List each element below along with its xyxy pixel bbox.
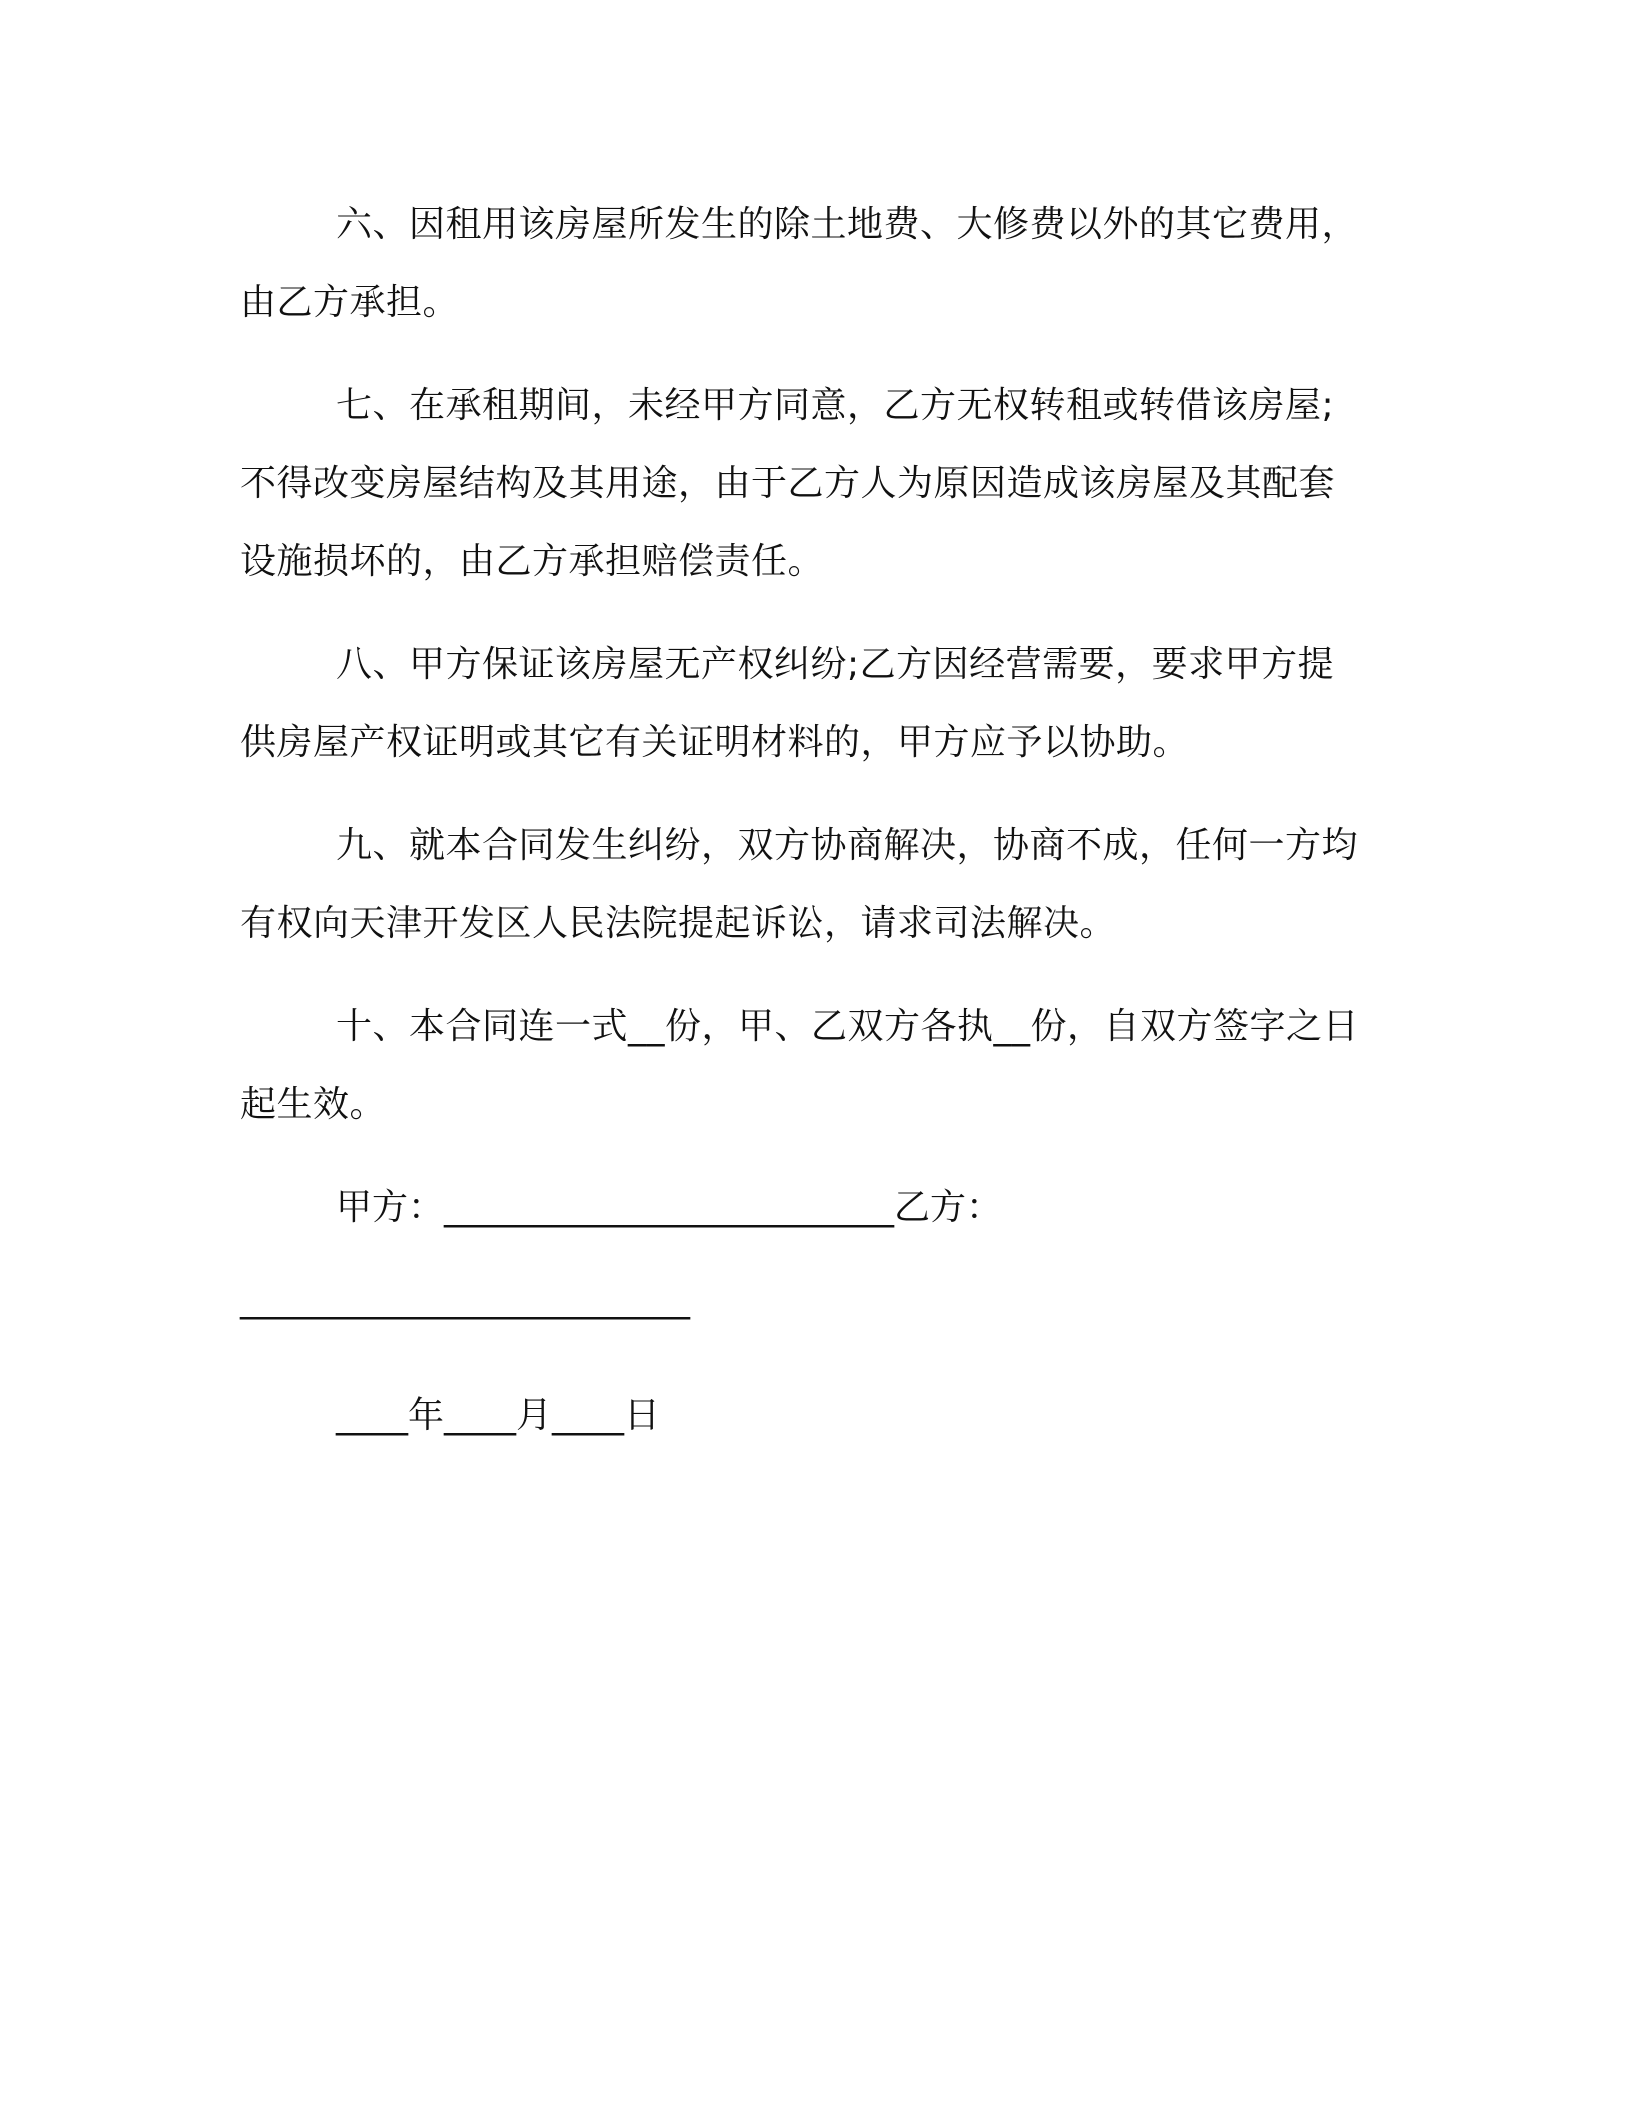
clause-6: [240, 186, 1390, 342]
clause-7-line-1: 七、在承租期间，未经甲方同意，乙方无权转租或转借该房屋;: [336, 385, 1335, 426]
clause-8: [240, 626, 1390, 782]
party-signature-line: 甲方：_________________________乙方：: [336, 1187, 1003, 1228]
signature-block: [240, 1169, 1390, 1455]
clause-9: [240, 807, 1390, 963]
clause-7-line-3: 设施损坏的，由乙方承担赔偿责任。: [240, 541, 825, 582]
clause-7-line-2: 不得改变房屋结构及其用途，由于乙方人为原因造成该房屋及其配套: [240, 463, 1336, 504]
clause-8-line-2: 供房屋产权证明或其它有关证明材料的，甲方应予以协助。: [240, 722, 1190, 763]
party-b-signature-underline: _________________________: [240, 1279, 690, 1320]
signing-date-line: ____年____月____日: [336, 1395, 661, 1436]
clause-10: [240, 988, 1390, 1144]
clause-10-line-2: 起生效。: [240, 1084, 387, 1125]
clause-9-line-1: 九、就本合同发生纠纷，双方协商解决，协商不成，任何一方均: [336, 825, 1359, 866]
clause-6-line-2: 由乙方承担。: [240, 282, 460, 323]
clause-9-line-2: 有权向天津开发区人民法院提起诉讼，请求司法解决。: [240, 903, 1117, 944]
clause-10-line-1: 十、本合同连一式__份，甲、乙双方各执__份，自双方签字之日: [336, 1006, 1360, 1047]
document-page: [240, 186, 1390, 1455]
clause-6-line-1: 六、因租用该房屋所发生的除土地费、大修费以外的其它费用，: [336, 204, 1359, 245]
clause-7: [240, 367, 1390, 601]
clause-8-line-1: 八、甲方保证该房屋无产权纠纷;乙方因经营需要，要求甲方提: [336, 644, 1335, 685]
